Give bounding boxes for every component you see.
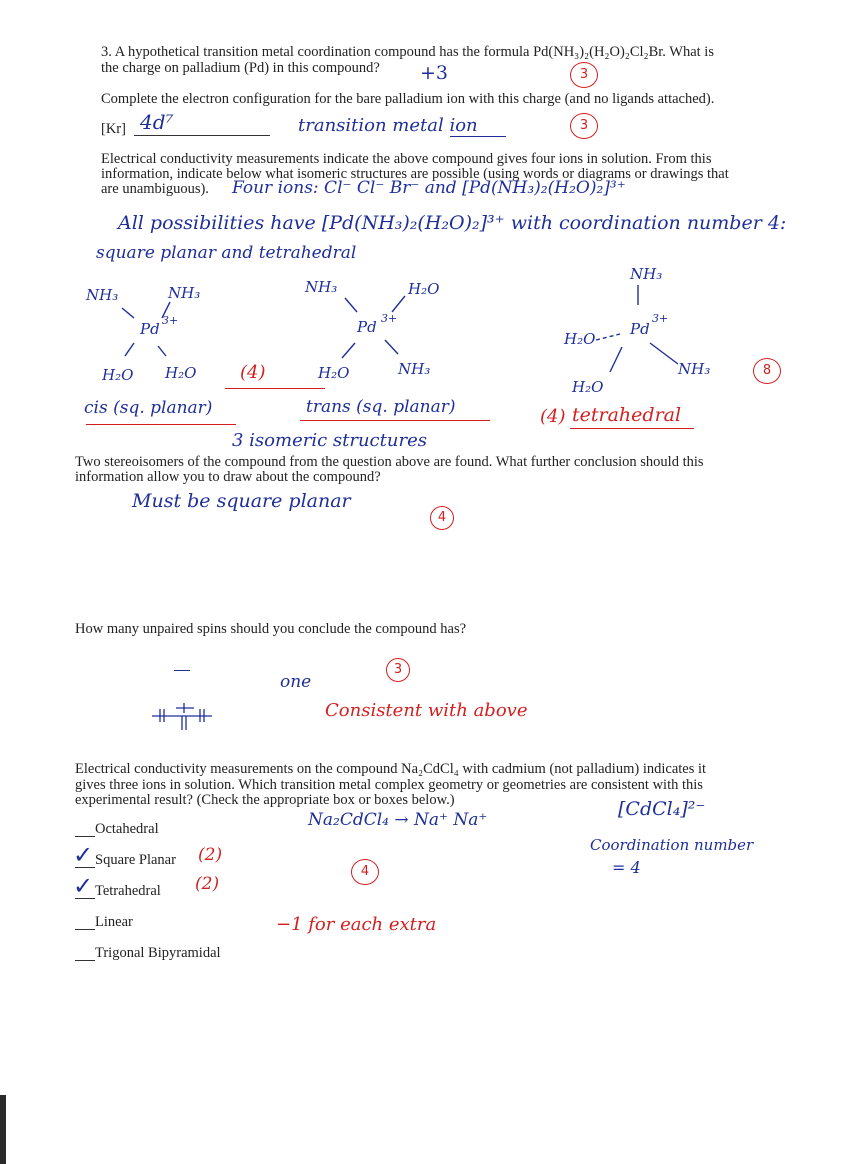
option-label: Octahedral (95, 821, 159, 837)
ligand-h2o: H₂O (564, 330, 596, 348)
pd-center: Pd (630, 320, 650, 338)
pd-center: Pd (140, 320, 160, 338)
ligand-h2o: H₂O (408, 280, 440, 298)
charge-answer: +3 (420, 62, 449, 84)
cis-label: cis (sq. planar) (84, 398, 213, 418)
spins-question: How many unpaired spins should you conclude the compound has? (75, 621, 467, 637)
isomers-line2: information, indicate below what isomeric structures are possible (using words or diagrams or drawings that (101, 166, 729, 182)
config-note: transition metal ion (298, 115, 478, 136)
option-points: (2) (195, 874, 220, 894)
cis-score: (4) (240, 362, 266, 383)
cd-complex: [CdCl₄]²⁻ (618, 798, 706, 820)
option-label: Tetrahedral (95, 883, 161, 899)
cd-reaction: Na₂CdCl₄ → Na⁺ Na⁺ (308, 810, 488, 830)
tet-score: (4) (540, 406, 566, 427)
score-circle: 4 (430, 506, 454, 530)
stereo-line1: Two stereoisomers of the compound from the question above are found. What further conclusion should this (75, 454, 704, 470)
ligand-nh3: NH₃ (630, 265, 663, 283)
score-circle: 3 (570, 113, 598, 139)
checkbox-blank[interactable] (75, 836, 95, 837)
ligand-nh3: NH₃ (305, 278, 338, 296)
ligand-nh3: NH₃ (678, 360, 711, 378)
ligand-nh3: NH₃ (86, 286, 119, 304)
cd-line2: gives three ions in solution. Which transition metal complex geometry or geometries are consistent with this (75, 777, 703, 793)
pd-center: Pd (357, 318, 377, 336)
penalty-note: −1 for each extra (276, 914, 437, 935)
score-circle: 3 (386, 658, 410, 682)
score-circle: 3 (570, 62, 598, 88)
ligand-h2o: H₂O (102, 366, 134, 384)
check-mark: ✓ (73, 872, 94, 900)
config-answer: 4d⁷ (140, 110, 174, 134)
all-possibilities-note: All possibilities have [Pd(NH₃)₂(H₂O)₂]³⁺ with coordination number 4: (118, 212, 787, 234)
ligand-nh3: NH₃ (168, 284, 201, 302)
pd-charge: 3+ (381, 312, 398, 325)
isomers-line3: are unambiguous). (101, 181, 209, 197)
geometry-note: square planar and tetrahedral (96, 243, 357, 263)
coord-value: = 4 (612, 858, 641, 877)
four-ions-note: Four ions: Cl⁻ Cl⁻ Br⁻ and [Pd(NH₃)₂(H₂O)₂]³⁺ (232, 178, 626, 198)
ligand-nh3: NH₃ (398, 360, 431, 378)
option-points: (2) (198, 845, 223, 865)
ligand-h2o: H₂O (165, 364, 197, 382)
q3-line1: 3. A hypothetical transition metal coordination compound has the formula Pd(NH₃)₂(H₂O)₂Cl₂Br. What is (101, 44, 714, 60)
check-mark: ✓ (73, 841, 94, 869)
q3-line2: the charge on palladium (Pd) in this compound? (101, 60, 380, 76)
scan-edge (0, 1095, 6, 1164)
config-prefix: [Kr] (101, 121, 126, 137)
spins-answer: one (280, 672, 312, 692)
checkbox-blank[interactable] (75, 960, 95, 961)
option-label: Linear (95, 914, 133, 930)
trans-label: trans (sq. planar) (306, 397, 456, 417)
option-label: Square Planar (95, 852, 176, 868)
coord-note: Coordination number (590, 836, 754, 854)
config-prompt: Complete the electron configuration for the bare palladium ion with this charge (and no ligands attached). (101, 91, 715, 107)
isomers-line1: Electrical conductivity measurements indicate the above compound gives four ions in solution. From this (101, 151, 712, 167)
tet-label: tetrahedral (572, 404, 682, 426)
checkbox-blank[interactable] (75, 929, 95, 930)
ligand-h2o: H₂O (318, 364, 350, 382)
option-label: Trigonal Bipyramidal (95, 945, 221, 961)
three-isomers-note: 3 isomeric structures (232, 430, 427, 451)
score-circle: 4 (351, 859, 379, 885)
spins-note: Consistent with above (325, 700, 528, 721)
pd-charge: 3+ (652, 312, 669, 325)
cd-line3: experimental result? (Check the appropriate box or boxes below.) (75, 792, 455, 808)
ligand-h2o: H₂O (572, 378, 604, 396)
stereo-line2: information allow you to draw about the compound? (75, 469, 381, 485)
score-circle: 8 (753, 358, 781, 384)
cd-line1: Electrical conductivity measurements on the compound Na₂CdCl₄ with cadmium (not palladium) indicates it (75, 761, 707, 777)
pd-charge: 3+ (162, 314, 179, 327)
stereo-answer: Must be square planar (132, 490, 351, 512)
